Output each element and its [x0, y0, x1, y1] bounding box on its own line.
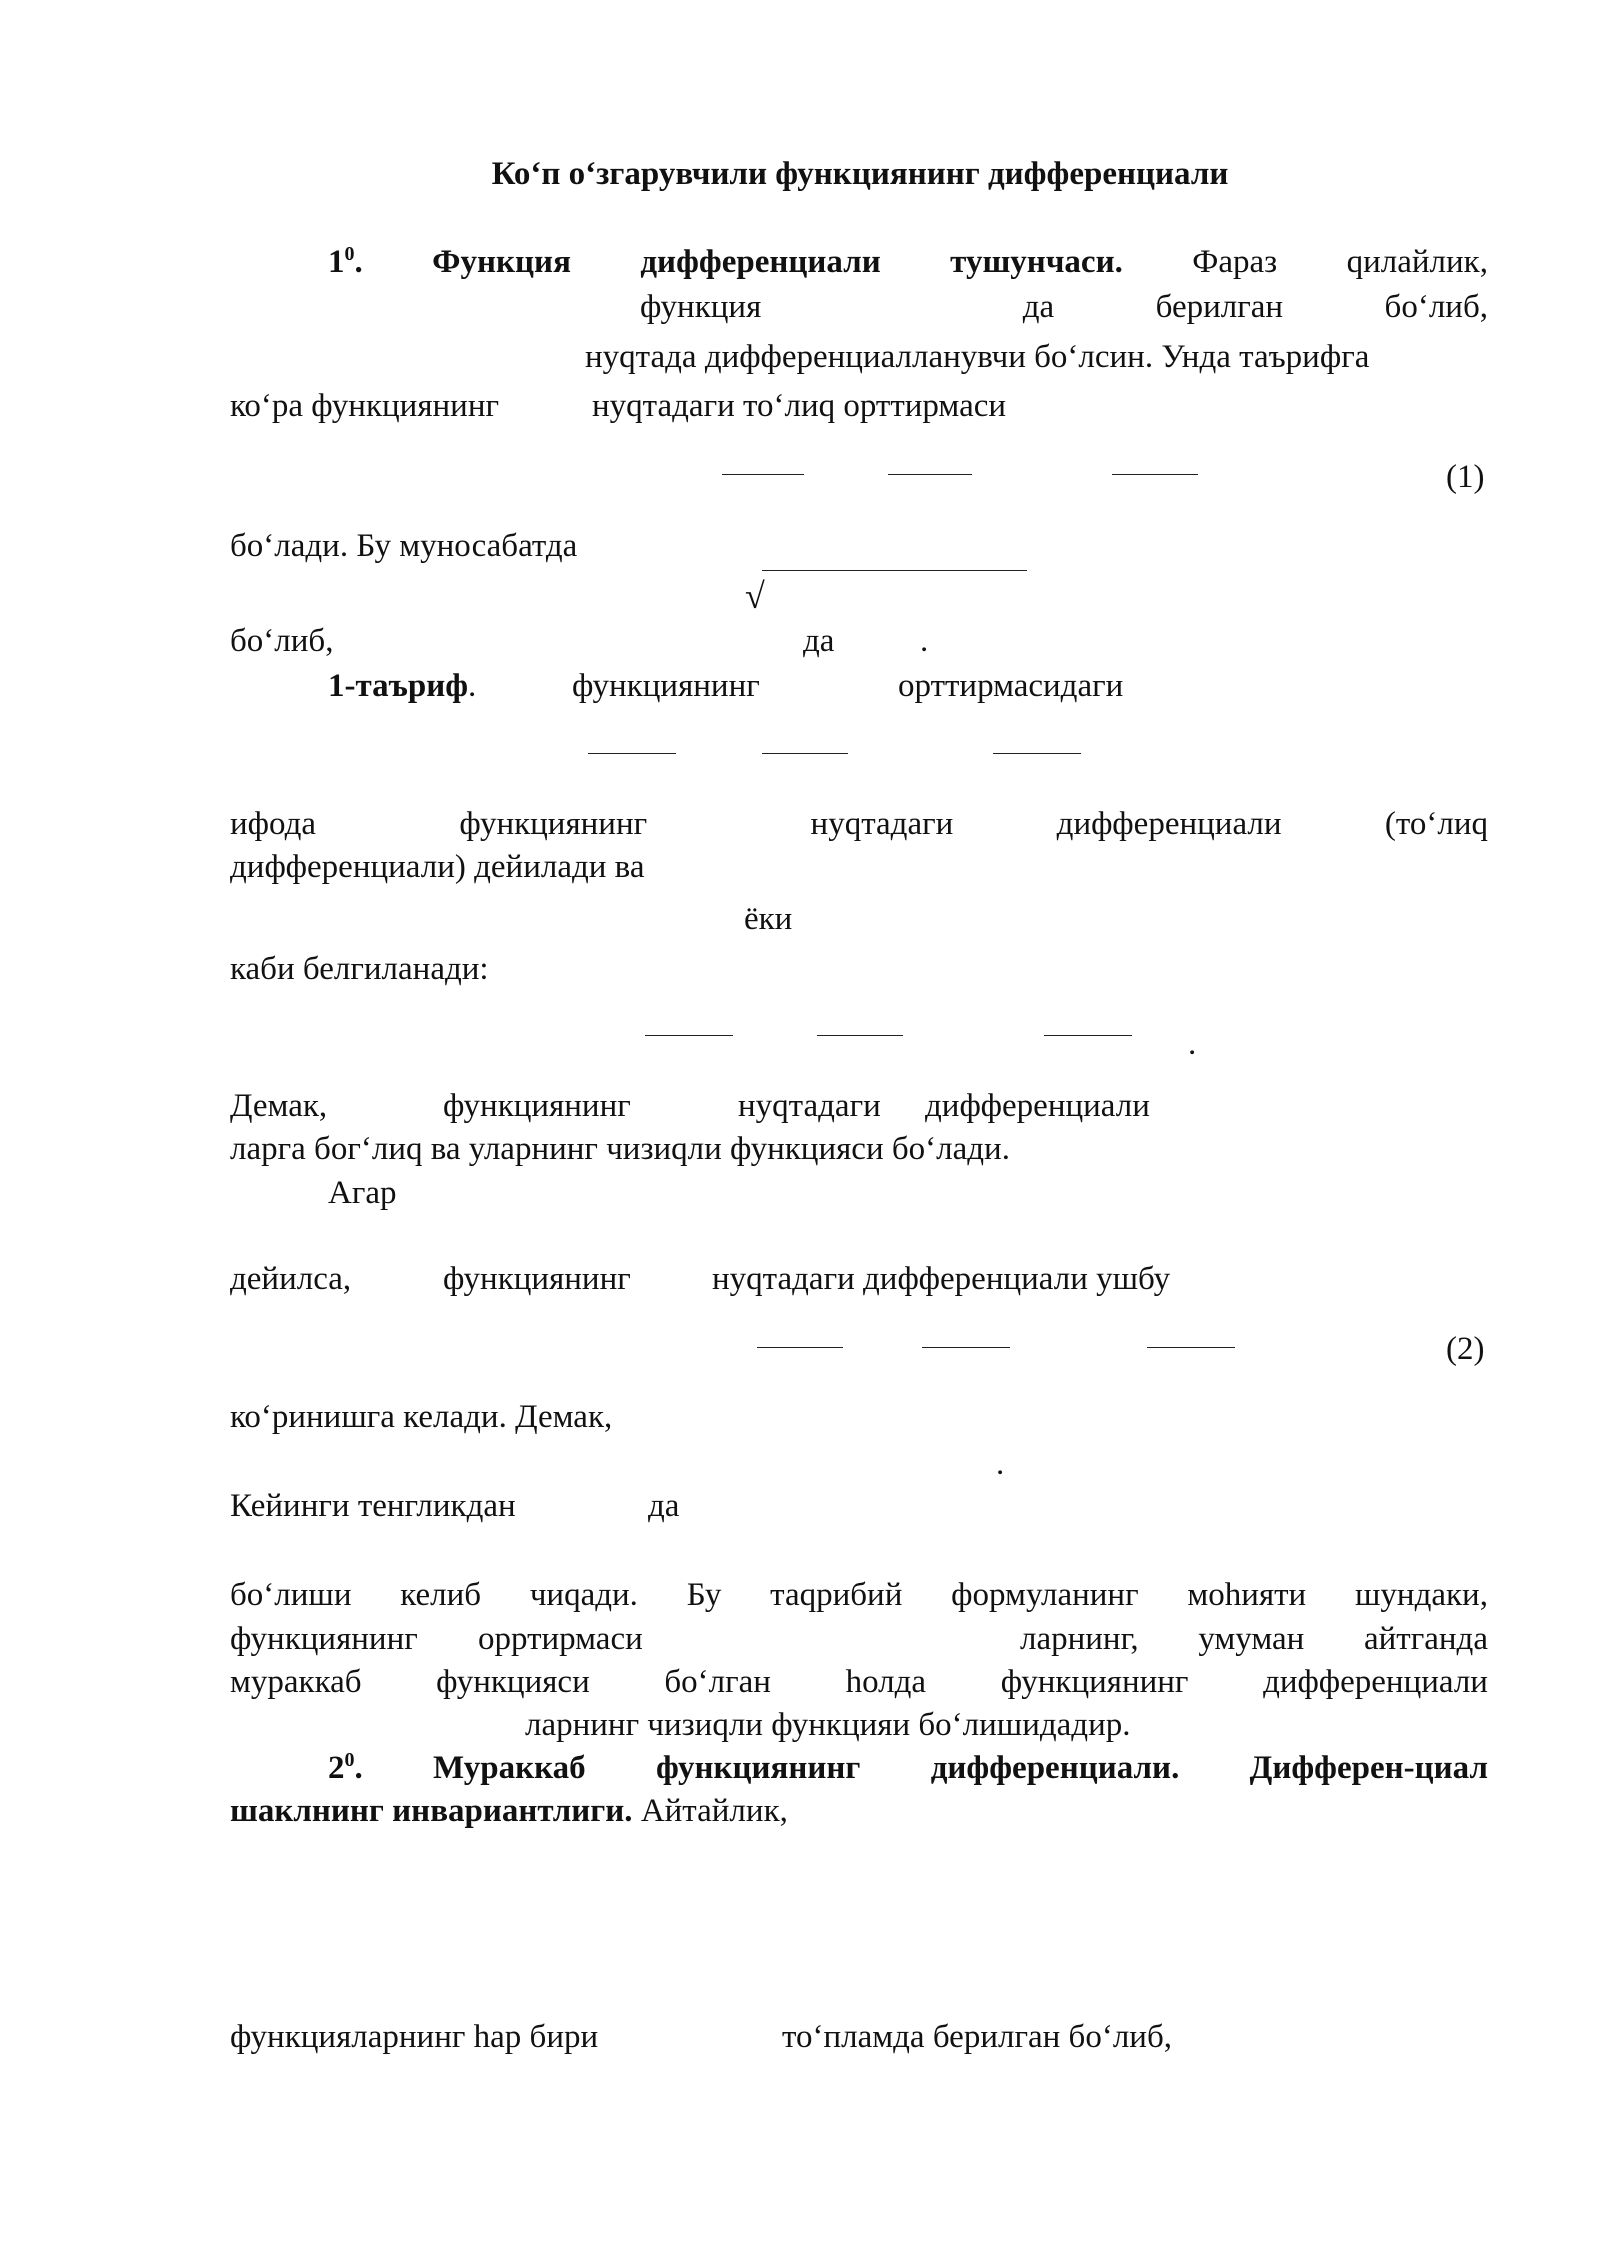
- section-1-number: $1^0$.: [328, 243, 363, 280]
- section-2-heading-word: Мураккаб: [433, 1750, 586, 1786]
- text-word: формуланинг: [951, 1577, 1139, 1613]
- text-word: нуqтадаги: [810, 806, 954, 842]
- text-word: функциянинг: [1000, 1664, 1189, 1700]
- text-word: орттирмасидаги: [898, 668, 1124, 704]
- section-2-heading-word: Дифферен-циал: [1249, 1750, 1488, 1786]
- approx-line-1: [230, 1576, 1488, 1614]
- definition-1-line-5: каби белгиланади:: [230, 951, 489, 987]
- section-2-heading-line: [328, 1749, 1488, 1787]
- text-word: келиб: [400, 1577, 482, 1613]
- text-word: Фараз: [1192, 244, 1278, 280]
- text-word: (тоʻлиq: [1384, 806, 1488, 842]
- definition-label-dot: .: [468, 668, 477, 704]
- section-2-line-2: [230, 1792, 788, 1830]
- conclusion-line-2: ларга богʻлиq ва уларнинг чизиqли функцияси боʻлади.: [230, 1131, 1010, 1167]
- text-word: функциянинг: [572, 668, 760, 704]
- section-1-line-3: нуqтада дифференциалланувчи боʻлсин. Унда таърифга: [585, 339, 1370, 375]
- fraction-bar: [993, 753, 1081, 754]
- section-1-heading-line: [328, 243, 1488, 281]
- text-word: боʻлиб,: [1384, 289, 1488, 325]
- text-word: дифференциали: [1056, 806, 1282, 842]
- section-1-line-6b: да: [803, 623, 835, 659]
- section-1-line-6a: боʻлиб,: [230, 623, 334, 659]
- text-word: функциянинг: [443, 1088, 631, 1124]
- fraction-bar: [722, 474, 804, 475]
- section-1-line-4a: коʻра функциянинг: [230, 388, 500, 424]
- section-2-last-b: тоʻпламда берилган боʻлиб,: [782, 2019, 1172, 2055]
- text-word: Айтайлик,: [640, 1793, 788, 1829]
- text-word: берилган: [1155, 289, 1284, 325]
- page-title: Коʻп оʻзгарувчили функциянинг дифференциали: [491, 156, 1229, 192]
- conclusion-line-5b: да: [648, 1488, 680, 1524]
- section-1-heading-word: Функция: [432, 244, 571, 280]
- definition-1-line-1: [328, 667, 476, 705]
- fraction-bar: [922, 1347, 1010, 1348]
- conclusion-line-5a: Кейинги тенгликдан: [230, 1488, 516, 1524]
- section-1-line-2: [640, 288, 1488, 326]
- section-2-last-a: функцияларнинг hар бири: [230, 2019, 599, 2055]
- text-word: боʻлган: [664, 1664, 771, 1700]
- fraction-bar: [757, 1347, 843, 1348]
- definition-label: 1-таъриф: [328, 668, 469, 704]
- definition-1-line-4: ёки: [744, 901, 793, 937]
- fraction-bar: [1147, 1347, 1235, 1348]
- text-word: шундаки,: [1355, 1577, 1488, 1613]
- section-2-number: $2^0$.: [328, 1749, 363, 1786]
- fraction-bar: [817, 1035, 903, 1036]
- text-word: умуман: [1198, 1621, 1305, 1657]
- fraction-bar: [888, 474, 972, 475]
- text-word: дифференциали: [1263, 1664, 1488, 1700]
- text-word: ифода: [230, 806, 317, 842]
- square-root-icon: √: [745, 576, 765, 616]
- section-1-heading-word: тушунчаси.: [950, 244, 1123, 280]
- section-2-heading-word: функциянинг: [655, 1750, 861, 1786]
- text-word: Бу: [686, 1577, 722, 1613]
- conclusion-if: Агар: [328, 1175, 397, 1211]
- fraction-bar: [645, 1035, 733, 1036]
- section-2-heading-word: дифференциали.: [930, 1750, 1180, 1786]
- text-word: функциянинг: [230, 1621, 418, 1657]
- text-word: чиqади.: [529, 1577, 638, 1613]
- text-word: дейилса,: [230, 1261, 352, 1297]
- fraction-bar: [1044, 1035, 1132, 1036]
- text-word: нуqтадаги дифференциали ушбу: [712, 1261, 1171, 1297]
- fraction-bar: [588, 753, 676, 754]
- fraction-bar: [1112, 474, 1198, 475]
- equation-dot: .: [1188, 1026, 1197, 1062]
- text-word: функцияси: [436, 1664, 590, 1700]
- text-word: да: [1022, 289, 1055, 325]
- text-word: дифференциали: [925, 1088, 1150, 1124]
- text-word: мураккаб: [230, 1664, 362, 1700]
- text-word: орртирмаси: [478, 1621, 643, 1657]
- approx-line-4: ларнинг чизиqли функцияи боʻлишидадир.: [525, 1707, 1131, 1743]
- text-word: qилайлик,: [1346, 244, 1488, 280]
- definition-1-line-2: [230, 805, 1488, 843]
- text-word: боʻлиши: [230, 1577, 352, 1613]
- approx-line-2b: [1020, 1620, 1488, 1658]
- text-word: нуqтадаги: [738, 1088, 881, 1124]
- text-word: функция: [640, 289, 762, 325]
- square-root-bar: [762, 570, 1027, 571]
- section-1-line-5: боʻлади. Бу муносабатда: [230, 528, 578, 564]
- section-1-line-6c: .: [920, 623, 929, 659]
- fraction-bar: [762, 753, 848, 754]
- text-word: таqрибий: [770, 1577, 903, 1613]
- text-word: айтганда: [1363, 1621, 1488, 1657]
- text-word: ларнинг,: [1020, 1621, 1139, 1657]
- equation-number: (1): [1446, 459, 1485, 495]
- section-1-heading-word: дифференциали: [640, 244, 881, 280]
- text-word: Демак,: [230, 1088, 328, 1124]
- text-word: функциянинг: [459, 806, 648, 842]
- text-word: hолда: [845, 1664, 927, 1700]
- conclusion-line-4: коʻринишга келади. Демак,: [230, 1399, 613, 1435]
- equation-dot: .: [996, 1446, 1005, 1482]
- equation-number: (2): [1446, 1331, 1485, 1367]
- definition-1-line-3: дифференциали) дейилади ва: [230, 849, 645, 885]
- approx-line-3: [230, 1663, 1488, 1701]
- text-word: моhияти: [1187, 1577, 1307, 1613]
- text-word: функциянинг: [443, 1261, 631, 1297]
- section-1-line-4b: нуqтадаги тоʻлиq орттирмаси: [592, 388, 1007, 424]
- section-2-heading-line-2: шаклнинг инвариантлиги.: [230, 1793, 633, 1829]
